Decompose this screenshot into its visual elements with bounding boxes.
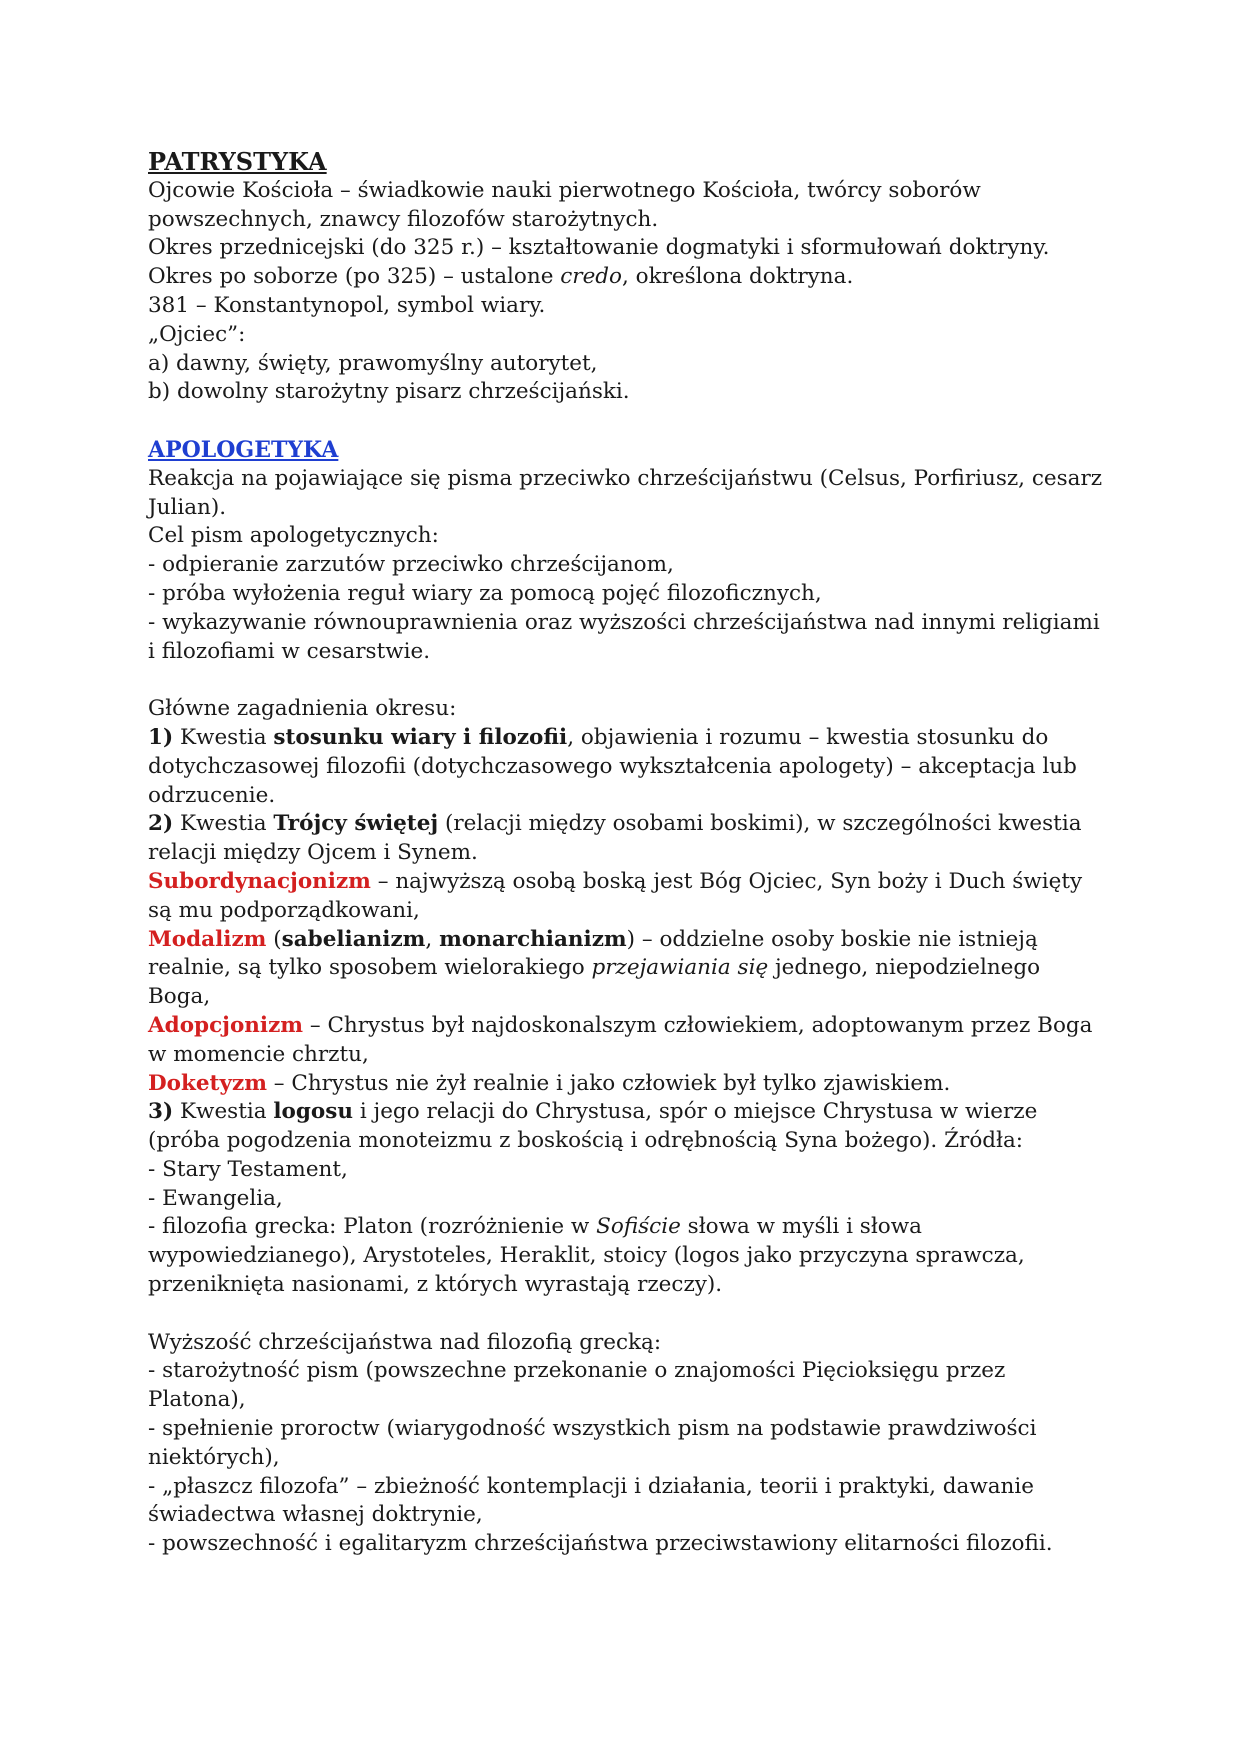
definition-adopcjonizm [148, 1012, 1108, 1070]
document-body [148, 148, 1108, 1559]
paragraph: 381 – Konstantynopol, symbol wiary. [148, 292, 546, 318]
text: słowa w myśli i słowa wypowiedzianego), Arystoteles, Heraklit, stoicy (logos jako przyczyna sprawcza, przeniknięta nasionami, z których wyrastają rzeczy). [148, 1214, 1025, 1298]
text: ( [266, 926, 282, 952]
issue-number: 1) [148, 724, 174, 750]
heading-patrystyka: PATRYSTYKA [148, 147, 327, 176]
list-item [148, 1213, 1108, 1299]
italic-term: przejawiania się [591, 955, 769, 981]
text: – Chrystus nie żył realnie i jako człowiek był tylko zjawiskiem. [266, 1070, 951, 1096]
text: , objawienia i rozumu – kwestia stosunku do dotychczasowej filozofii (dotychczasowego wykształcenia apologety) – akceptacja lub odrzucenie. [148, 724, 1077, 808]
list-item: - spełnienie proroctw (wiarygodność wszystkich pism na podstawie prawdziwości niektórych), [148, 1416, 1037, 1470]
spacer [148, 1300, 1108, 1329]
paragraph: „Ojciec”: [148, 321, 246, 347]
text: i jego relacji do Chrystusa, spór o miejsce Chrystusa w wierze (próba pogodzenia monoteizmu z boskością i odrębnością Syna bożego). Źródła: [148, 1099, 1038, 1154]
text: Kwestia [173, 724, 274, 750]
paragraph: Główne zagadnienia okresu: [148, 696, 457, 722]
text: , określona doktryna. [622, 264, 854, 290]
issue-number: 3) [148, 1099, 174, 1125]
paragraph [148, 263, 1108, 292]
paragraph: Wyższość chrześcijaństwa nad filozofią grecką: [148, 1329, 662, 1355]
list-item: - próba wyłożenia reguł wiary za pomocą pojęć filozoficznych, [148, 580, 822, 606]
text: Kwestia [173, 1099, 274, 1125]
paragraph: Cel pism apologetycznych: [148, 523, 439, 549]
text: – najwyższą osobą boską jest Bóg Ojciec, Syn boży i Duch święty są mu podporządkowani, [148, 868, 1083, 923]
paragraph: Ojcowie Kościoła – świadkowie nauki pierwotnego Kościoła, twórcy soborów powszechnych, znawcy filozofów starożytnych. [148, 177, 981, 232]
definition-subordynacjonizm [148, 868, 1108, 926]
list-item: a) dawny, święty, prawomyślny autorytet, [148, 350, 598, 376]
bold-term: sabelianizm [281, 926, 426, 952]
list-item: - Ewangelia, [148, 1185, 283, 1211]
paragraph: Okres przednicejski (do 325 r.) – kształtowanie dogmatyki i sformułowań doktryny. [148, 235, 1050, 261]
issue-number: 2) [148, 811, 174, 837]
text: jednego, niepodzielnego Boga, [148, 955, 1041, 1010]
issue-3 [148, 1098, 1108, 1156]
list-item: - powszechność i egalitaryzm chrześcijaństwa przeciwstawiony elitarności filozofii. [148, 1531, 1053, 1557]
red-term: Modalizm [148, 926, 267, 952]
definition-modalizm [148, 926, 1108, 1012]
issue-1 [148, 724, 1108, 810]
red-term: Subordynacjonizm [148, 868, 371, 894]
bold-term: Trójcy świętej [273, 811, 439, 837]
text: – Chrystus był najdoskonalszym człowiekiem, adoptowanym przez Boga w momencie chrztu, [148, 1012, 1093, 1067]
red-term: Doketyzm [148, 1070, 267, 1096]
definition-doketyzm [148, 1070, 1108, 1099]
bold-term: logosu [273, 1099, 353, 1125]
text: Okres po soborze (po 325) – ustalone [148, 264, 561, 290]
paragraph: Reakcja na pojawiające się pisma przeciwko chrześcijaństwu (Celsus, Porfiriusz, cesarz Julian). [148, 465, 1103, 520]
list-item: - starożytność pism (powszechne przekonanie o znajomości Pięcioksięgu przez Platona), [148, 1358, 1006, 1413]
list-item: - „płaszcz filozofa” – zbieżność kontemplacji i działania, teorii i praktyki, dawanie świadectwa własnej doktrynie, [148, 1473, 1035, 1528]
bold-term: monarchianizm [439, 926, 627, 952]
text: Kwestia [173, 811, 274, 837]
list-item: - Stary Testament, [148, 1156, 348, 1182]
issue-2 [148, 810, 1108, 868]
list-item: b) dowolny starożytny pisarz chrześcijański. [148, 379, 630, 405]
spacer [148, 407, 1108, 436]
text: , [425, 926, 440, 952]
red-term: Adopcjonizm [148, 1012, 304, 1038]
italic-term: credo [560, 264, 622, 290]
heading-apologetyka: APOLOGETYKA [148, 436, 339, 463]
spacer [148, 666, 1108, 695]
italic-term: Sofiście [596, 1214, 681, 1240]
text: - filozofia grecka: Platon (rozróżnienie w [148, 1214, 597, 1240]
text: ) – oddzielne osoby boskie nie istnieją realnie, są tylko sposobem wielorakiego [148, 926, 1038, 981]
list-item: - odpieranie zarzutów przeciwko chrześcijanom, [148, 552, 674, 578]
list-item: - wykazywanie równouprawnienia oraz wyższości chrześcijaństwa nad innymi religiami i filozofiami w cesarstwie. [148, 609, 1100, 664]
text: (relacji między osobami boskimi), w szczególności kwestia relacji między Ojcem i Synem. [148, 811, 1082, 866]
bold-term: stosunku wiary i filozofii [273, 724, 568, 750]
